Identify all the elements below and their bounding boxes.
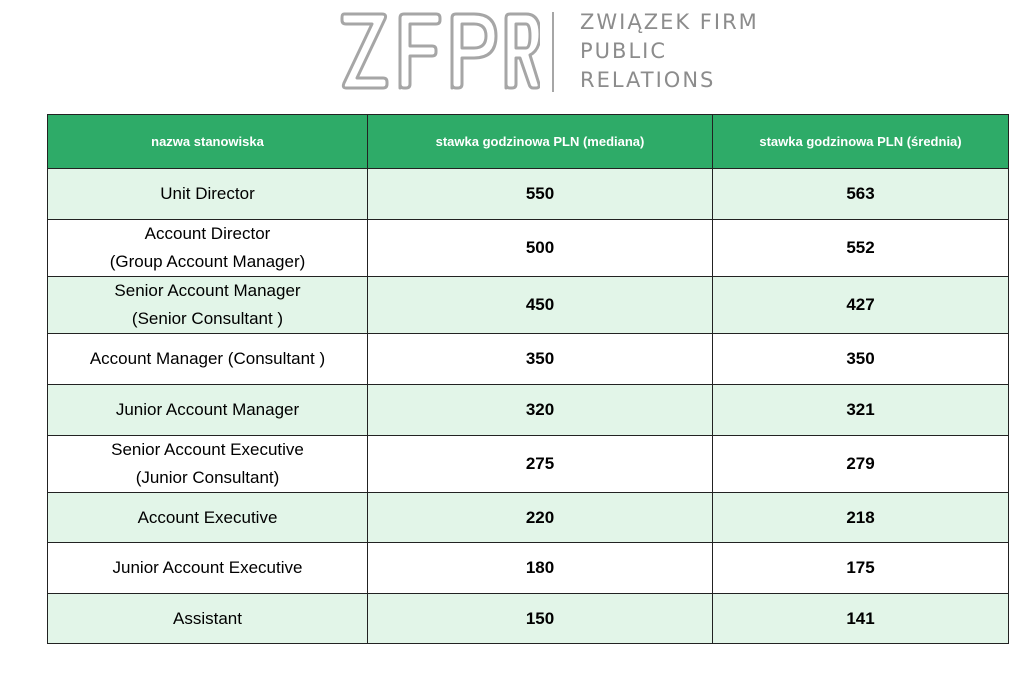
position-name	[48, 594, 368, 644]
mean-rate: 141	[713, 594, 1009, 644]
position-name	[48, 436, 368, 493]
table-row	[48, 385, 1009, 436]
mean-rate: 175	[713, 543, 1009, 594]
zfpr-logo-mark	[340, 8, 540, 96]
position-name-line: Account Manager (Consultant )	[89, 349, 326, 368]
table-row	[48, 493, 1009, 543]
median-rate: 500	[368, 220, 713, 277]
mean-rate: 350	[713, 334, 1009, 385]
position-name-line: (Senior Consultant )	[131, 309, 284, 328]
median-rate: 180	[368, 543, 713, 594]
table-row	[48, 277, 1009, 334]
logo-tagline	[580, 8, 759, 95]
mean-rate: 279	[713, 436, 1009, 493]
hourly-rates-table	[47, 114, 1009, 644]
median-rate: 275	[368, 436, 713, 493]
table-row	[48, 169, 1009, 220]
position-name	[48, 385, 368, 436]
table-row	[48, 334, 1009, 385]
position-name-line: Assistant	[173, 608, 242, 628]
position-name-line: Account Executive	[137, 507, 278, 527]
table-row	[48, 436, 1009, 493]
mean-rate: 563	[713, 169, 1009, 220]
table-header-row	[48, 115, 1009, 169]
median-rate: 150	[368, 594, 713, 644]
mean-rate: 321	[713, 385, 1009, 436]
position-name-line: (Junior Consultant)	[135, 468, 280, 487]
position-name	[48, 220, 368, 277]
logo-divider	[552, 12, 554, 92]
table-row	[48, 543, 1009, 594]
table-row	[48, 220, 1009, 277]
position-name-line: Junior Account Manager	[115, 400, 300, 419]
position-name	[48, 493, 368, 543]
position-name-line: Junior Account Executive	[112, 558, 303, 577]
position-name-line: Senior Account Executive	[111, 440, 304, 459]
header-mean-rate: stawka godzinowa PLN (średnia)	[713, 115, 1009, 169]
median-rate: 220	[368, 493, 713, 543]
zfpr-logo	[340, 8, 759, 96]
logo-line-1: ZWIĄZEK FIRM	[580, 10, 759, 34]
position-name	[48, 277, 368, 334]
median-rate: 320	[368, 385, 713, 436]
table-row	[48, 594, 1009, 644]
position-name	[48, 169, 368, 220]
mean-rate: 427	[713, 277, 1009, 334]
position-name-line: Account Director	[144, 224, 271, 243]
median-rate: 550	[368, 169, 713, 220]
position-name-line: Unit Director	[160, 184, 255, 203]
logo-line-2: PUBLIC	[580, 39, 667, 63]
header-position: nazwa stanowiska	[48, 115, 368, 169]
position-name	[48, 334, 368, 385]
mean-rate: 218	[713, 493, 1009, 543]
median-rate: 350	[368, 334, 713, 385]
mean-rate: 552	[713, 220, 1009, 277]
position-name	[48, 543, 368, 594]
median-rate: 450	[368, 277, 713, 334]
position-name-line: (Group Account Manager)	[109, 252, 306, 271]
header-median-rate: stawka godzinowa PLN (mediana)	[368, 115, 713, 169]
logo-line-3: RELATIONS	[580, 68, 716, 92]
position-name-line: Senior Account Manager	[114, 281, 301, 300]
